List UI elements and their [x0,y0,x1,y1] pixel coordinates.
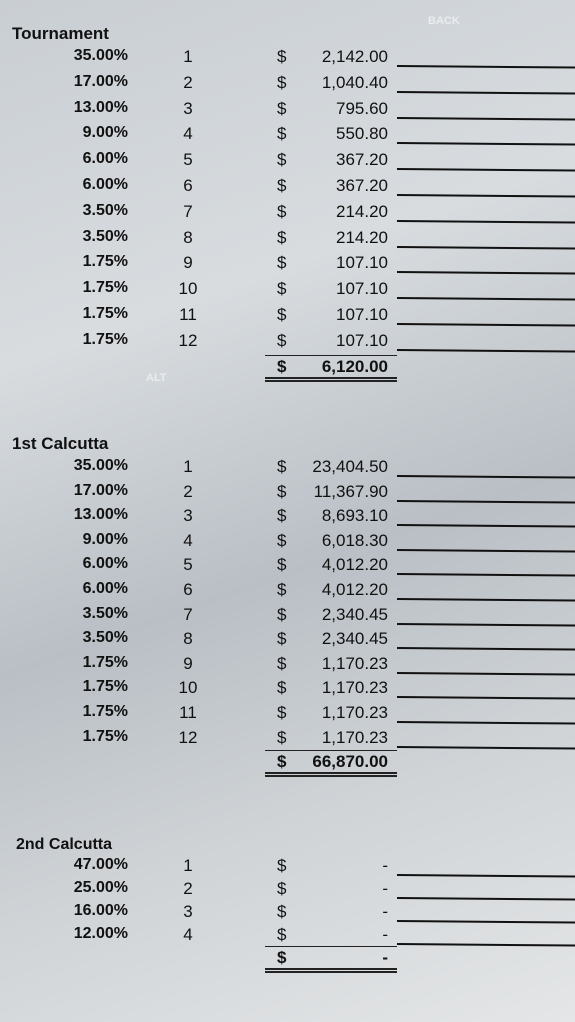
table-row [0,457,575,482]
amount-cell: 214.20 [336,227,388,247]
total-currency-symbol: $ [277,948,287,967]
place-cell: 1 [183,457,193,476]
percent-cell: 47.00% [73,856,128,873]
percent-cell: 1.75% [82,703,128,720]
amount-cell: 107.10 [336,279,388,299]
table-row [0,506,575,531]
place-cell: 4 [183,925,193,944]
percent-cell: 12.00% [73,925,128,942]
currency-symbol: $ [277,150,287,170]
amount-cell: 2,340.45 [321,629,388,649]
percent-cell: 1.75% [82,253,128,271]
place-cell: 12 [178,330,198,350]
place-cell: 11 [179,703,197,722]
currency-symbol: $ [277,72,287,92]
place-cell: 7 [183,201,193,221]
place-cell: 11 [179,305,197,324]
percent-cell: 3.50% [82,201,128,219]
place-cell: 3 [183,902,193,921]
place-cell: 5 [183,555,193,575]
place-cell: 10 [178,678,198,698]
percent-cell: 1.75% [82,279,128,297]
amount-cell: 23,404.50 [312,457,388,476]
currency-symbol: $ [277,279,287,299]
percent-cell: 13.00% [73,98,128,116]
place-cell: 2 [183,879,193,898]
amount-cell: 795.60 [336,98,388,118]
amount-cell: 11,367.90 [313,481,388,501]
currency-symbol: $ [277,457,287,476]
place-cell: 6 [183,580,193,599]
currency-symbol: $ [277,604,287,624]
percent-cell: 3.50% [82,629,128,647]
currency-symbol: $ [277,580,287,599]
amount-cell: 107.10 [336,330,388,350]
table-row [0,99,575,124]
percent-cell: 3.50% [82,604,128,622]
table-row [0,728,575,753]
amount-cell: - [382,856,388,875]
place-cell: 8 [183,629,193,649]
total-amount: 66,870.00 [312,752,388,772]
currency-symbol: $ [277,506,287,526]
amount-cell: 550.80 [336,124,388,144]
percent-cell: 9.00% [82,124,128,142]
amount-cell: 367.20 [336,150,388,170]
place-cell: 3 [183,506,193,526]
place-cell: 1 [183,856,193,875]
place-cell: 12 [178,727,198,747]
percent-cell: 1.75% [82,653,128,671]
amount-cell: 1,170.23 [321,678,388,698]
currency-symbol: $ [277,481,287,501]
place-cell: 2 [183,72,193,92]
amount-cell: 107.10 [336,305,388,324]
section-title-tournament: Tournament [12,24,109,43]
percent-cell: 1.75% [82,305,128,322]
amount-cell: 1,170.23 [321,653,388,673]
currency-symbol: $ [277,629,287,649]
table-row [0,678,575,703]
amount-cell: 2,142.00 [321,47,388,66]
percent-cell: 35.00% [73,457,128,474]
table-row [0,279,575,304]
percent-cell: 9.00% [82,530,128,548]
currency-symbol: $ [277,925,287,944]
amount-cell: 1,170.23 [321,727,388,747]
percent-cell: 35.00% [73,47,128,64]
percent-cell: 17.00% [73,72,128,90]
total-rule [265,946,397,947]
amount-cell: - [382,902,388,921]
currency-symbol: $ [277,124,287,144]
table-row [0,331,575,356]
amount-cell: - [382,879,388,898]
currency-symbol: $ [277,727,287,747]
table-row [0,703,575,728]
currency-symbol: $ [277,879,287,898]
total-currency-symbol: $ [277,752,287,772]
currency-symbol: $ [277,98,287,118]
currency-symbol: $ [277,305,287,324]
currency-symbol: $ [277,902,287,921]
table-row [0,124,575,149]
table-row [0,176,575,201]
place-cell: 7 [183,604,193,624]
amount-cell: 367.20 [336,176,388,195]
double-underline [265,968,397,973]
percent-cell: 1.75% [82,727,128,745]
percent-cell: 16.00% [73,902,128,919]
table-row [0,228,575,253]
place-cell: 4 [183,124,193,144]
total-amount: - [382,948,388,967]
place-cell: 1 [183,47,193,66]
currency-symbol: $ [277,703,287,722]
amount-cell: 1,040.40 [321,72,388,92]
double-underline [265,772,397,777]
currency-symbol: $ [277,653,287,673]
place-cell: 8 [183,227,193,247]
double-underline [265,377,397,382]
place-cell: 3 [183,98,193,118]
place-cell: 9 [183,253,193,273]
table-row [0,856,575,881]
ghost-alt-key: ALT [146,372,167,384]
percent-cell: 17.00% [73,481,128,499]
currency-symbol: $ [277,678,287,698]
amount-cell: 6,018.30 [321,530,388,550]
amount-cell: 4,012.20 [321,580,388,599]
table-row [0,150,575,175]
percent-cell: 6.00% [82,555,128,573]
percent-cell: 25.00% [73,879,128,896]
table-row [0,879,575,904]
currency-symbol: $ [277,253,287,273]
percent-cell: 1.75% [82,330,128,348]
total-currency-symbol: $ [277,356,287,376]
table-row [0,902,575,927]
section-title-2nd-calcutta: 2nd Calcutta [16,836,113,853]
amount-cell: 107.10 [336,253,388,273]
table-row [0,202,575,227]
table-row [0,47,575,72]
currency-symbol: $ [277,555,287,575]
currency-symbol: $ [277,47,287,66]
currency-symbol: $ [277,227,287,247]
table-row [0,531,575,556]
table-row [0,555,575,580]
place-cell: 2 [183,481,193,501]
table-row [0,253,575,278]
percent-cell: 1.75% [82,678,128,696]
currency-symbol: $ [277,176,287,195]
amount-cell: 8,693.10 [321,506,388,526]
place-cell: 5 [183,150,193,170]
total-amount: 6,120.00 [321,356,388,376]
percent-cell: 13.00% [73,506,128,524]
amount-cell: 4,012.20 [321,555,388,575]
table-row [0,305,575,330]
table-row [0,654,575,679]
table-row [0,73,575,98]
total-rule [265,750,397,751]
table-row [0,580,575,605]
place-cell: 4 [183,530,193,550]
place-cell: 9 [183,653,193,673]
percent-cell: 6.00% [82,176,128,193]
percent-cell: 3.50% [82,227,128,245]
total-rule [265,355,397,356]
place-cell: 6 [183,176,193,195]
table-row [0,605,575,630]
amount-cell: 1,170.23 [321,703,388,722]
currency-symbol: $ [277,330,287,350]
percent-cell: 6.00% [82,150,128,168]
percent-cell: 6.00% [82,580,128,597]
amount-cell: 2,340.45 [321,604,388,624]
ghost-back-key: BACK [428,15,460,27]
section-title-1st-calcutta: 1st Calcutta [12,434,109,453]
currency-symbol: $ [277,201,287,221]
currency-symbol: $ [277,856,287,875]
table-row [0,482,575,507]
amount-cell: 214.20 [336,201,388,221]
place-cell: 10 [178,279,198,299]
currency-symbol: $ [277,530,287,550]
table-row [0,629,575,654]
amount-cell: - [382,925,388,944]
